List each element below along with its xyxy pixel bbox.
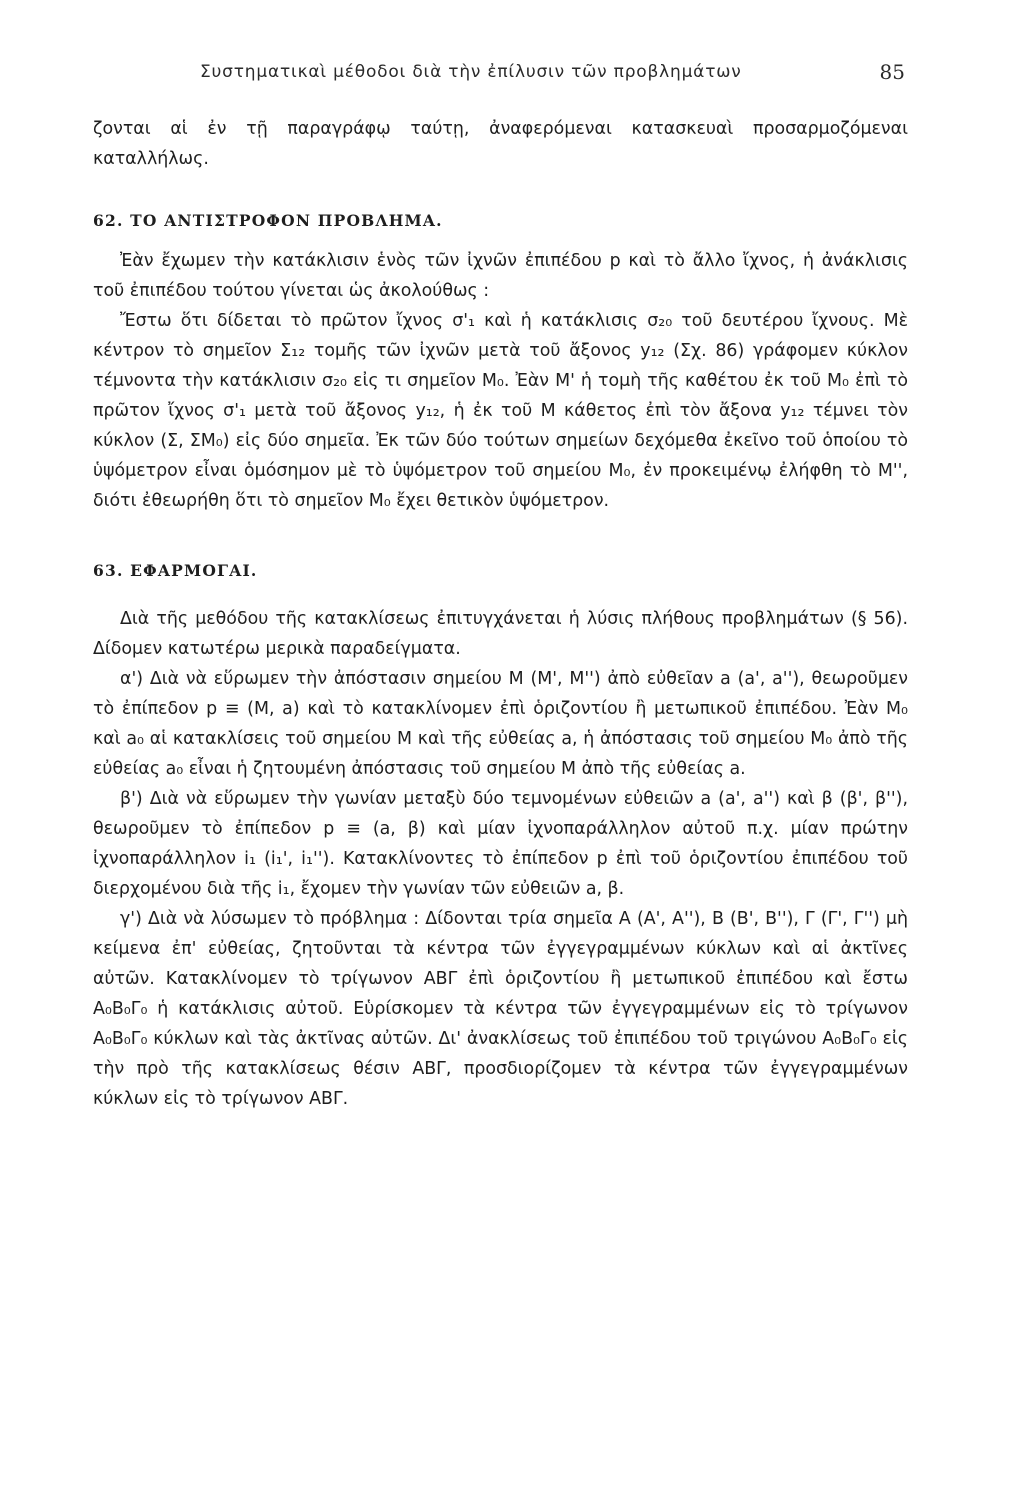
section-62-heading: 62. ΤΟ ΑΝΤΙΣΤΡΟΦΟΝ ΠΡΟΒΛΗΜΑ. [93,211,443,230]
section-62-paragraph-2: Ἔστω ὅτι δίδεται τὸ πρῶτον ἴχνος σ'₁ καὶ ἡ κατάκλισις σ₂₀ τοῦ δευτέρου ἴχνους. Μὲ κέντρον τὸ σημεῖον Σ₁₂ τομῆς τῶν ἰχνῶν μετὰ τοῦ ἄξονος y₁₂ (Σχ. 86) γράφομεν κύκλον τέμνοντα τὴν κατάκλισιν σ₂₀ εἰς τι σημεῖον M₀. Ἐὰν M' ἡ τομὴ τῆς καθέτου ἐκ τοῦ M₀ ἐπὶ τὸ πρῶτον ἴχνος σ'₁ μετὰ τοῦ ἄξονος y₁₂, ἡ ἐκ τοῦ M κάθετος ἐπὶ τὸν ἄξονα y₁₂ τέμνει τὸν κύκλον (Σ, ΣM₀) εἰς δύο σημεῖα. Ἐκ τῶν δύο τούτων σημείων δεχόμεθα ἐκεῖνο τοῦ ὁποίου τὸ ὑψόμετρον εἶναι ὁμόσημον μὲ τὸ ὑψόμετρον τοῦ σημείου M₀, ἐν προκειμένῳ ἐλήφθη τὸ M'', διότι ἐθεωρήθη ὅτι τὸ σημεῖον M₀ ἔχει θετικὸν ὑψόμετρον. [93,311,908,511]
intro-paragraph: ζονται αἱ ἐν τῇ παραγράφῳ ταύτῃ, ἀναφερόμεναι κατασκευαὶ προσαρμοζόμεναι καταλλήλως. [93,119,908,169]
page-header [200,60,905,90]
section-63-heading: 63. ΕΦΑΡΜΟΓΑΙ. [93,561,258,580]
section-62-paragraph-1: Ἐὰν ἔχωμεν τὴν κατάκλισιν ἑνὸς τῶν ἰχνῶν ἐπιπέδου p καὶ τὸ ἄλλο ἴχνος, ἡ ἀνάκλισις τοῦ ἐπιπέδου τούτου γίνεται ὡς ἀκολούθως : [93,251,908,301]
page-number: 85 [879,60,905,84]
running-title: Συστηματικαὶ μέθοδοι διὰ τὴν ἐπίλυσιν τῶν προβλημάτων [200,62,742,82]
section-63-paragraph-1: Διὰ τῆς μεθόδου τῆς κατακλίσεως ἐπιτυγχάνεται ἡ λύσις πλήθους προβλημάτων (§ 56). Δίδομεν κατωτέρω μερικὰ παραδείγματα. [93,609,908,659]
page-body [93,114,908,1114]
example-c-paragraph: γ') Διὰ νὰ λύσωμεν τὸ πρόβλημα : Δίδονται τρία σημεῖα A (A', A''), B (B', B''), Γ (Γ', Γ'') μὴ κείμενα ἐπ' εὐθείας, ζητοῦνται τὰ κέντρα τῶν ἐγγεγραμμένων κύκλων καὶ αἱ ἀκτῖνες αὐτῶν. Κατακλίνομεν τὸ τρίγωνον ΑΒΓ ἐπὶ ὁριζοντίου ἢ μετωπικοῦ ἐπιπέδου καὶ ἔστω A₀B₀Γ₀ ἡ κατάκλισις αὐτοῦ. Εὑρίσκομεν τὰ κέντρα τῶν ἐγγεγραμμένων εἰς τὸ τρίγωνον A₀B₀Γ₀ κύκλων καὶ τὰς ἀκτῖνας αὐτῶν. Δι' ἀνακλίσεως τοῦ ἐπιπέδου τοῦ τριγώνου A₀B₀Γ₀ εἰς τὴν πρὸ τῆς κατακλίσεως θέσιν ΑΒΓ, προσδιορίζομεν τὰ κέντρα τῶν ἐγγεγραμμένων κύκλων εἰς τὸ τρίγωνον ΑΒΓ. [93,909,908,1109]
example-a-paragraph: α') Διὰ νὰ εὕρωμεν τὴν ἀπόστασιν σημείου M (M', M'') ἀπὸ εὐθεῖαν a (a', a''), θεωροῦμεν τὸ ἐπίπεδον p ≡ (M, a) καὶ τὸ κατακλίνομεν ἐπὶ ὁριζοντίου ἢ μετωπικοῦ ἐπιπέδου. Ἐὰν M₀ καὶ a₀ αἱ κατακλίσεις τοῦ σημείου M καὶ τῆς εὐθείας a, ἡ ἀπόστασις τοῦ σημείου M₀ ἀπὸ τῆς εὐθείας a₀ εἶναι ἡ ζητουμένη ἀπόστασις τοῦ σημείου M ἀπὸ τῆς εὐθείας a. [93,669,908,779]
example-b-paragraph: β') Διὰ νὰ εὕρωμεν τὴν γωνίαν μεταξὺ δύο τεμνομένων εὐθειῶν a (a', a'') καὶ β (β', β''), θεωροῦμεν τὸ ἐπίπεδον p ≡ (a, β) καὶ μίαν ἰχνοπαράλληλον αὐτοῦ π.χ. μίαν πρώτην ἰχνοπαράλληλον i₁ (i₁', i₁''). Κατακλίνοντες τὸ ἐπίπεδον p ἐπὶ τοῦ ὁριζοντίου ἐπιπέδου τοῦ διερχομένου διὰ τῆς i₁, ἔχομεν τὴν γωνίαν τῶν εὐθειῶν a, β. [93,789,908,899]
